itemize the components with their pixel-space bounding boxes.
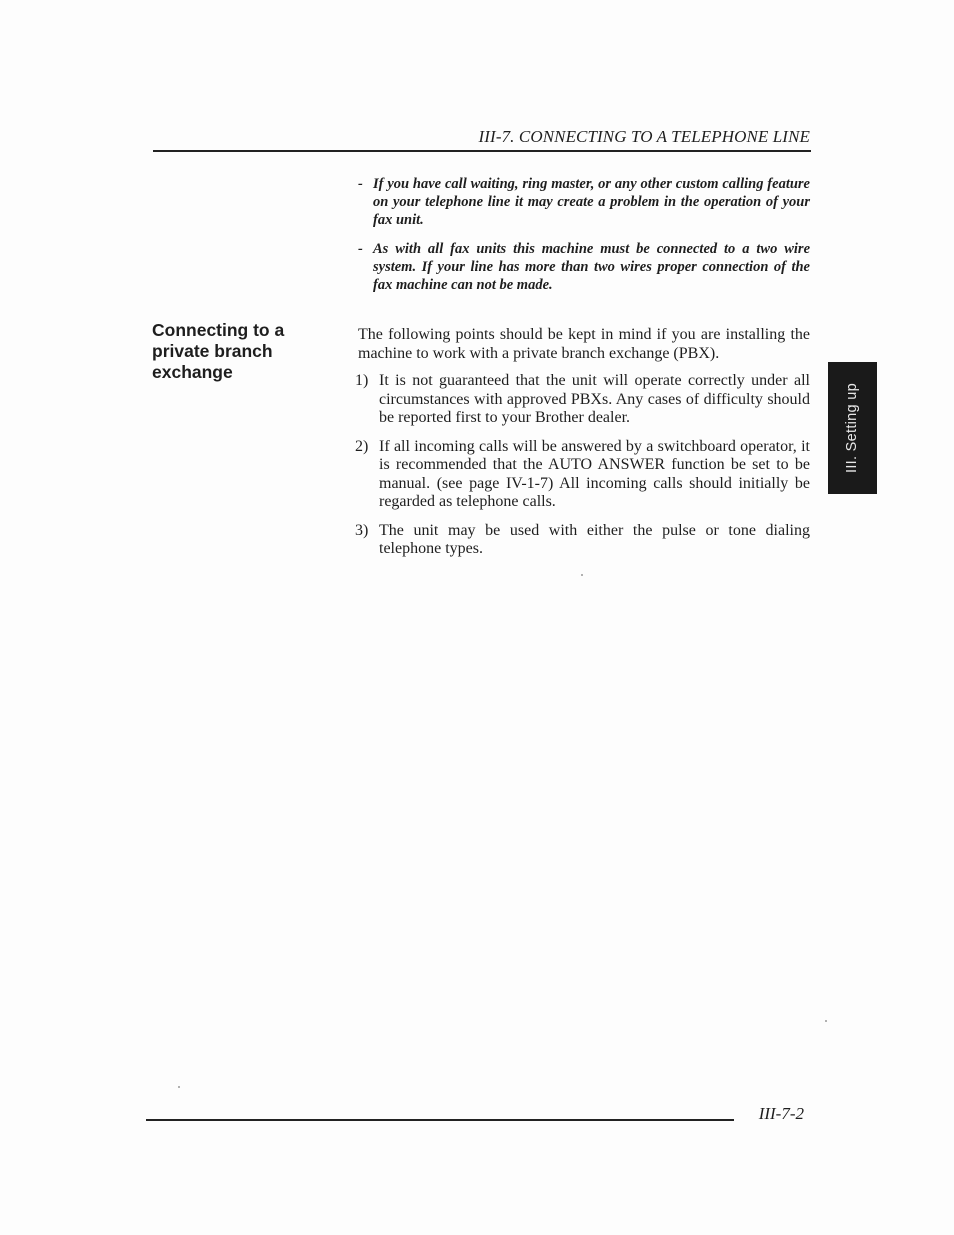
note-item [358,240,810,294]
page-number: III-7-2 [758,1104,804,1123]
note-marker: - [358,176,363,192]
list-item [355,522,810,559]
notes-list [358,175,810,305]
item-number: 2) [355,437,369,455]
item-text: If all incoming calls will be answered by a switchboard operator, it is recommended that the AUTO ANSWER function be set to be manual. (see page IV-1-7) All incoming calls should initially be regarded as telephone calls. [379,437,810,510]
scan-speck [178,1086,180,1088]
note-text: If you have call waiting, ring master, or any other custom calling feature on your telephone line it may create a problem in the operation of your fax unit. [373,176,810,228]
list-item [355,372,810,428]
item-text: The unit may be used with either the pulse or tone dialing telephone types. [379,521,810,557]
note-item [358,175,810,229]
scan-speck [825,1020,827,1022]
scan-speck [581,574,583,576]
item-text: It is not guaranteed that the unit will operate correctly under all circumstances with approved PBXs. Any cases of difficulty should be reported first to your Brother dealer. [379,372,810,426]
header-rule [153,150,811,152]
chapter-tab [828,362,877,494]
numbered-list [355,372,810,569]
note-marker: - [358,241,363,257]
list-item [355,438,810,512]
item-number: 1) [355,372,369,389]
note-text: As with all fax units this machine must be connected to a two wire system. If your line has more than two wires proper connection of the fax machine can not be made. [373,241,810,293]
chapter-tab-label: III. Setting up [844,383,860,473]
section-heading: Connecting to a private branch exchange [152,320,285,382]
footer-rule [146,1119,734,1121]
running-header: III-7. CONNECTING TO A TELEPHONE LINE [478,127,810,146]
section-intro: The following points should be kept in mind if you are installing the machine to work with a private branch exchange (PBX). [358,326,810,362]
item-number: 3) [355,521,369,539]
